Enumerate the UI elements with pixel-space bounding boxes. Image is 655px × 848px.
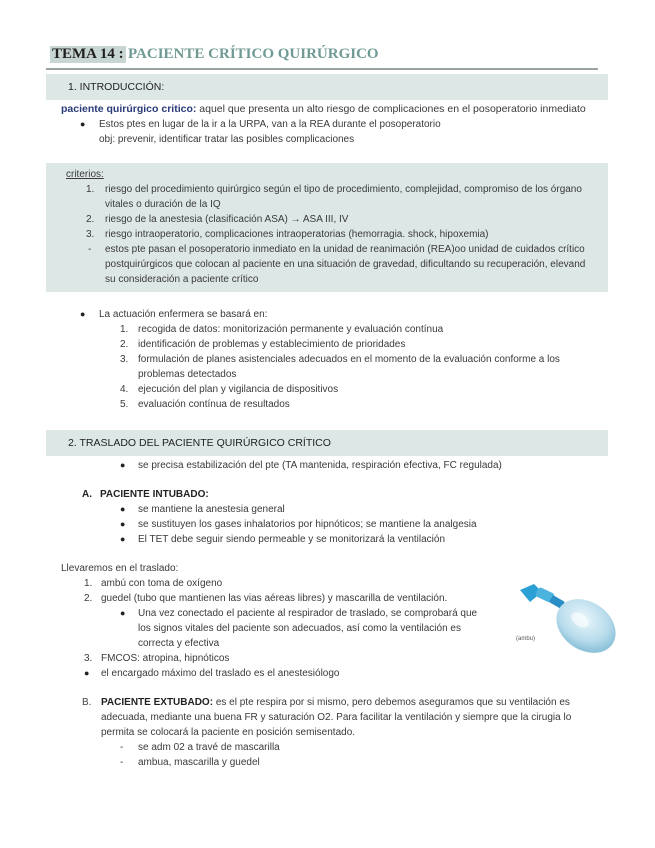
traslado-subline: Una vez conectado el paciente al respirador de traslado, se comprobará que bbox=[138, 608, 478, 619]
traslado-item: FMCOS: atropina, hipnóticos bbox=[101, 653, 230, 664]
bullet-icon: ● bbox=[120, 608, 126, 618]
bullet-icon: ● bbox=[120, 460, 126, 470]
list-marker: 1. bbox=[84, 578, 93, 589]
criterio-line: riesgo del procedimiento quirúrgico según el tipo de procedimiento, complejidad, compromiso de los órgano bbox=[105, 184, 582, 195]
traslado-subline: los signos vitales del paciente son adecuados, así como la ventilación es bbox=[138, 623, 461, 634]
actuacion-line: evaluación contínua de resultados bbox=[138, 399, 290, 410]
definition-paragraph bbox=[61, 102, 586, 117]
actuacion-line: identificación de problemas y establecimiento de prioridades bbox=[138, 339, 406, 350]
extubado-dash-item: se adm 02 a travé de mascarilla bbox=[138, 742, 280, 753]
section-heading-introduccion: 1. INTRODUCCIÓN: bbox=[68, 81, 165, 93]
criterio-line: riesgo de la anestesia (clasificación ASA) → ASA III, IV bbox=[105, 214, 349, 225]
extubado-text: es el pte respira por si mismo, pero debemos aseguramos que su ventilación es bbox=[213, 697, 570, 708]
section-heading-band bbox=[46, 430, 608, 456]
definition-text: aquel que presenta un alto riesgo de complicaciones en el posoperatorio inmediato bbox=[196, 103, 586, 115]
list-marker: 2. bbox=[84, 593, 93, 604]
traslado-item: ambú con toma de oxígeno bbox=[101, 578, 223, 589]
intubado-bullet: El TET debe seguir siendo permeable y se monitorizará la ventilación bbox=[138, 534, 446, 545]
intubado-bullet: se sustituyen los gases inhalatorios por hipnóticos; se mantiene la analgesia bbox=[138, 519, 477, 530]
actuacion-line: problemas detectados bbox=[138, 369, 237, 380]
section-heading-traslado: 2. TRASLADO DEL PACIENTE QUIRÚRGICO CRÍTICO bbox=[68, 437, 331, 449]
intubado-heading: PACIENTE INTUBADO: bbox=[100, 489, 209, 500]
traslado-item: guedel (tubo que mantienen las vias aéreas libres) y mascarilla de ventilación. bbox=[101, 593, 448, 604]
bullet-icon: ● bbox=[80, 119, 86, 129]
traslado-subline: correcta y efectiva bbox=[138, 638, 220, 649]
actuacion-line: recogida de datos: monitorización permanente y evaluación contínua bbox=[138, 324, 444, 335]
list-marker: 4. bbox=[120, 384, 129, 395]
traslado-intro: Llevaremos en el traslado: bbox=[61, 563, 179, 574]
extubado-heading: PACIENTE EXTUBADO: bbox=[101, 697, 214, 708]
extubado-line: permita se colocará la paciente en posición semisentado. bbox=[101, 727, 356, 738]
list-marker: - bbox=[120, 742, 124, 753]
actuacion-line: ejecución del plan y vigilancia de dispositivos bbox=[138, 384, 339, 395]
list-marker: 2. bbox=[120, 339, 129, 350]
actuacion-intro: La actuación enfermera se basará en: bbox=[99, 309, 268, 320]
list-marker: A. bbox=[82, 489, 92, 500]
bullet-icon: ● bbox=[120, 519, 126, 529]
intro-bullet-line: obj: prevenir, identificar tratar las posibles complicaciones bbox=[99, 134, 355, 145]
topic-number: TEMA 14 : bbox=[52, 46, 124, 62]
criterio-line: postquirúrgicos que colocan al paciente en una situación de gravedad, dificultando su recuperación, elevand bbox=[105, 259, 586, 270]
extubado-dash-item: ambua, mascarilla y guedel bbox=[138, 757, 260, 768]
list-marker: B. bbox=[82, 697, 92, 708]
list-marker: 1. bbox=[86, 184, 95, 195]
bullet-icon: ● bbox=[120, 504, 126, 514]
intro-bullet-line: Estos ptes en lugar de la ir a la URPA, van a la REA durante el posoperatorio bbox=[99, 119, 441, 130]
bullet-icon: ● bbox=[120, 534, 126, 544]
criterio-line: su consideración a paciente crítico bbox=[105, 274, 259, 285]
section-heading-band bbox=[46, 74, 608, 100]
list-marker: 3. bbox=[86, 229, 95, 240]
bullet-icon: ● bbox=[80, 309, 86, 319]
ambu-bag-icon bbox=[512, 580, 622, 660]
intubado-bullet: se mantiene la anestesia general bbox=[138, 504, 285, 515]
bullet-icon: ● bbox=[84, 668, 90, 678]
criterio-line: vitales o duración de la IQ bbox=[105, 199, 221, 210]
list-marker: 3. bbox=[120, 354, 129, 365]
extubado-line bbox=[101, 695, 570, 710]
list-marker: 2. bbox=[86, 214, 95, 225]
criterio-line: estos pte pasan el posoperatorio inmediato en la unidad de reanimación (REA)oo unidad de cuidados crítico bbox=[105, 244, 585, 255]
list-marker: 3. bbox=[84, 653, 93, 664]
ambu-image bbox=[512, 580, 622, 660]
page-title: PACIENTE CRÍTICO QUIRÚRGICO bbox=[128, 46, 379, 62]
list-marker: - bbox=[120, 757, 124, 768]
actuacion-line: formulación de planes asistenciales adecuados en el momento de la evaluación conforme a los bbox=[138, 354, 560, 365]
definition-term: paciente quirúrgico critico: bbox=[61, 103, 197, 115]
traslado-bullet: se precisa estabilización del pte (TA mantenida, respiración efectiva, FC regulada) bbox=[138, 460, 502, 471]
criterios-label: criterios: bbox=[66, 169, 104, 180]
page-title-bar bbox=[46, 44, 598, 70]
extubado-line: adecuada, mediante una buena FR y saturación O2. Para facilitar la ventilación y siempre que la cirugia lo bbox=[101, 712, 572, 723]
list-marker: - bbox=[88, 244, 92, 255]
list-marker: 1. bbox=[120, 324, 129, 335]
ambu-caption: (ambu) bbox=[516, 636, 536, 642]
traslado-bullet: el encargado máximo del traslado es el anestesiólogo bbox=[101, 668, 340, 679]
criterio-line: riesgo intraoperatorio, complicaciones intraoperatorias (hemorragia. shock, hipoxemia) bbox=[105, 229, 489, 240]
list-marker: 5. bbox=[120, 399, 129, 410]
